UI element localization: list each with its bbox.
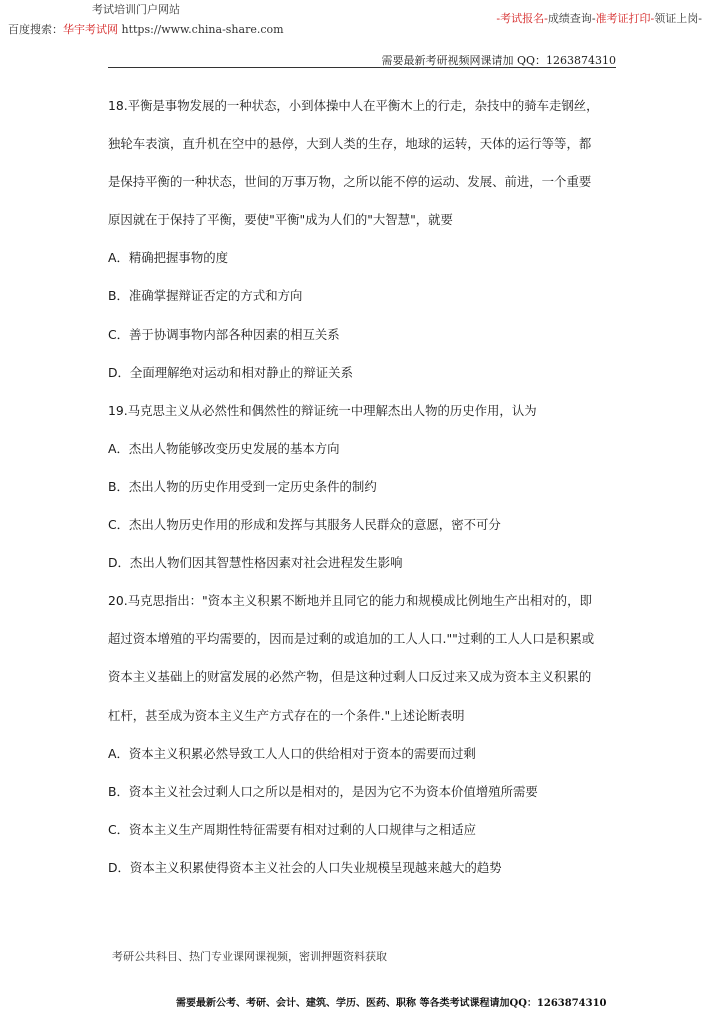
site-name: 考试培训门户网站 — [92, 3, 180, 16]
footer-qq-notice: 需要最新公考、考研、会计、建筑、学历、医药、职称 等各类考试课程请加QQ：1263874310 — [176, 998, 607, 1009]
option-a: A．资本主义积累必然导致工人人口的供给相对于资本的需要而过剩 — [108, 745, 476, 761]
option-c: C．杰出人物历史作用的形成和发挥与其服务人民群众的意愿，密不可分 — [108, 517, 501, 533]
top-links — [496, 10, 702, 26]
question-stem-line: 是保持平衡的一种状态，世间的万事万物，之所以能不停的运动、发展、前进，一个重要 — [108, 174, 592, 190]
option-c: C．资本主义生产周期性特征需要有相对过剩的人口规律与之相适应 — [108, 821, 476, 837]
brand-link[interactable]: 华宇考试网 — [63, 23, 118, 36]
question-stem-line: 19.马克思主义从必然性和偶然性的辩证统一中理解杰出人物的历史作用，认为 — [108, 402, 537, 418]
option-b: B．杰出人物的历史作用受到一定历史条件的制约 — [108, 478, 377, 494]
exam-registration-link[interactable]: -考试报名- — [496, 12, 548, 25]
question-stem-line: 独轮车表演，直升机在空中的悬停，大到人类的生存，地球的运转，天体的运行等等，都 — [108, 136, 592, 152]
question-19 — [108, 401, 618, 591]
question-stem-line: 杠杆，甚至成为资本主义生产方式存在的一个条件."上述论断表明 — [108, 707, 465, 723]
option-a: A．杰出人物能够改变历史发展的基本方向 — [108, 440, 340, 456]
question-20 — [108, 591, 618, 896]
option-b: B．资本主义社会过剩人口之所以是相对的，是因为它不为资本价值增殖所需要 — [108, 783, 538, 799]
option-c: C．善于协调事物内部各种因素的相互关系 — [108, 326, 340, 342]
admission-ticket-link[interactable]: 准考证打印- — [595, 12, 655, 25]
option-a: A．精确把握事物的度 — [108, 250, 228, 266]
header-divider — [108, 67, 616, 68]
question-18 — [108, 96, 618, 401]
option-d: D．资本主义积累使得资本主义社会的人口失业规模呈现越来越大的趋势 — [108, 859, 502, 875]
question-stem-line: 资本主义基础上的财富发展的必然产物，但是这种过剩人口反过来又成为资本主义积累的 — [108, 669, 592, 685]
qq-notice-header: 需要最新考研视频网课请加 QQ：1263874310 — [381, 54, 616, 67]
question-stem-line: 超过资本增殖的平均需要的，因而是过剩的或追加的工人人口.""过剩的工人人口是积累或 — [108, 631, 595, 647]
question-stem-line: 20.马克思指出："资本主义积累不断地并且同它的能力和规模成比例地生产出相对的，即 — [108, 593, 592, 609]
question-stem-line: 原因就在于保持了平衡，要使"平衡"成为人们的"大智慧"，就要 — [108, 212, 453, 228]
footer-note: 考研公共科目、热门专业课网课视频，密训押题资料获取 — [112, 950, 387, 963]
question-content — [108, 96, 618, 896]
search-label: 百度搜索： — [8, 23, 63, 36]
site-url[interactable]: https://www.china-share.com — [121, 23, 284, 36]
score-query-link[interactable]: 成绩查询- — [547, 12, 596, 25]
search-line — [8, 21, 284, 37]
option-b: B．准确掌握辩证否定的方式和方向 — [108, 288, 303, 304]
option-d: D．杰出人物们因其智慧性格因素对社会进程发生影响 — [108, 555, 403, 571]
certificate-link[interactable]: 领证上岗- — [654, 12, 702, 25]
option-d: D．全面理解绝对运动和相对静止的辩证关系 — [108, 364, 353, 380]
question-stem-line: 18.平衡是事物发展的一种状态，小到体操中人在平衡木上的行走，杂技中的骑车走钢丝， — [108, 98, 599, 113]
